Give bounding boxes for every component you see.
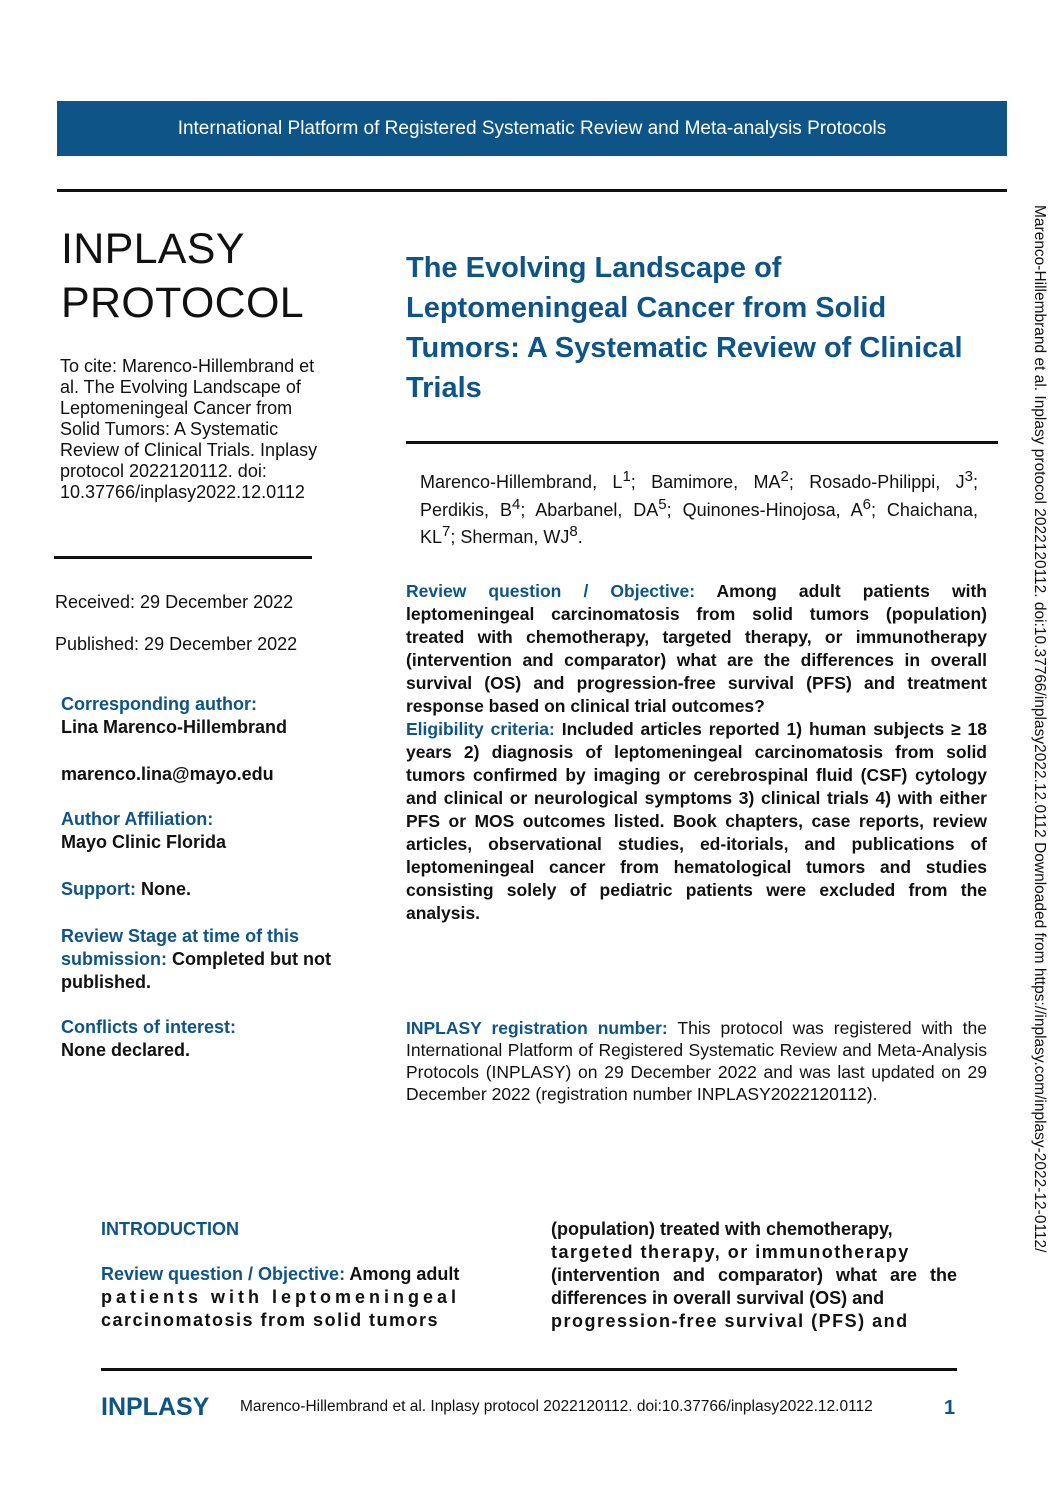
paper-title: The Evolving Landscape of Leptomeningeal Cancer from Solid Tumors: A Systematic Review of Clinical Trials [406,252,963,404]
top-divider [57,189,1007,192]
corr-label: Corresponding author: [61,694,257,714]
registration-label: INPLASY registration number: [406,1018,668,1038]
citation-block: To cite: Marenco-Hillembrand et al. The Evolving Landscape of Leptomeningeal Cancer from Solid Tumors: A Systematic Review of Clinical Trials. Inplasy protocol 2022120112. doi: 10.37766/inplasy2022.12.0112 [60,356,318,502]
aff-label: Author Affiliation: [61,809,214,829]
protocol-brand [61,222,304,330]
conflicts-value: None declared. [61,1040,191,1060]
brand-line2: PROTOCOL [61,279,304,327]
published-date: Published: 29 December 2022 [55,634,298,654]
corresponding-author [61,693,341,739]
support-value: None. [141,879,192,899]
conflicts-label: Conflicts of interest: [61,1017,237,1037]
side-download-note: Marenco-Hillembrand et al. Inplasy protocol 2022120112. doi:10.37766/inplasy2022.12.0112 Downloaded from https://inplasy.com/inplasy-2022-12-0112/ [1031,205,1048,1253]
intro-rq-label: Review question / Objective: [101,1264,346,1284]
corr-name: Lina Marenco-Hillembrand [61,717,288,737]
registration-text: This protocol was registered with the International Platform of Registered Systematic Review and Meta-Analysis Protocols (INPLASY) on 29 December 2022 and was last updated on 29 December 2022 (registration number INPLASY2022120112). [406,1018,987,1104]
footer-brand: INPLASY [101,1393,210,1421]
title-divider [406,441,998,444]
author-list: Marenco-Hillembrand, $L^1$; Bamimore, $MA^2$; Rosado-Philippi, $J^3$; Perdikis, $B^4$; Abarbanel, $DA^5$; Quinones-Hinojosa, $A^6$; Chaichana, $KL^7$; Sherman, $WJ^8$. [420,468,978,547]
page-number: 1 [944,1397,956,1419]
support-label: Support: [61,879,136,899]
stage-value: Completed but not published. [61,949,332,992]
received-date: Received: 29 December 2022 [55,592,294,612]
eligibility-text: Included articles reported 1) human subjects ≥ 18 years 2) diagnosis of leptomeningeal carcinomatosis from solid tumors confirmed by imaging or cerebrospinal fluid (CSF) cytology and clinical or neurological symptoms 3) clinical trials 4) with either PFS or MOS outcomes listed. Book chapters, case reports, review articles, observational studies, ed-itorials, and publications of leptomeningeal cancer from hematological tumors and studies consisting solely of pediatric patients were excluded from the analysis. [406,719,987,923]
footer-citation: Marenco-Hillembrand et al. Inplasy protocol 2022120112. doi:10.37766/inplasy2022.12.0112 [240,1398,873,1415]
author-email[interactable]: marenco.lina@mayo.edu [61,764,274,784]
registration-block [406,1017,987,1105]
aff-value: Mayo Clinic Florida [61,832,227,852]
intro-column-1: Review question / Objective: Among adult patients with leptomeningeal carcinomatosis from solid tumors [101,1264,461,1330]
introduction-heading: INTRODUCTION [101,1219,239,1239]
review-question-text: Among adult patients with leptomeningeal carcinomatosis from solid tumors (population) treated with chemotherapy, targeted therapy, or immunotherapy (intervention and comparator) what are the differences in overall survival (OS) and progression-free survival (PFS) and treatment response based on clinical trial outcomes? [406,581,987,716]
review-stage [61,925,331,994]
intro-column-2: (population) treated with chemotherapy, targeted therapy, or immunotherapy (intervention and comparator) what are the differences in overall survival (OS) and progression-free survival (PFS) and [551,1219,957,1331]
eligibility-label: Eligibility criteria: [406,719,555,739]
abstract-block [406,580,987,925]
stage-label: Review Stage at time of this submission: [61,926,300,969]
header-banner: International Platform of Registered Systematic Review and Meta-analysis Protocols [57,101,1007,156]
support [61,878,341,901]
footer-divider [101,1368,957,1371]
sidebar-divider [54,556,312,559]
brand-line1: INPLASY [61,225,245,273]
conflicts [61,1016,341,1062]
author-affiliation [61,808,341,854]
review-question-label: Review question / Objective: [406,581,696,601]
